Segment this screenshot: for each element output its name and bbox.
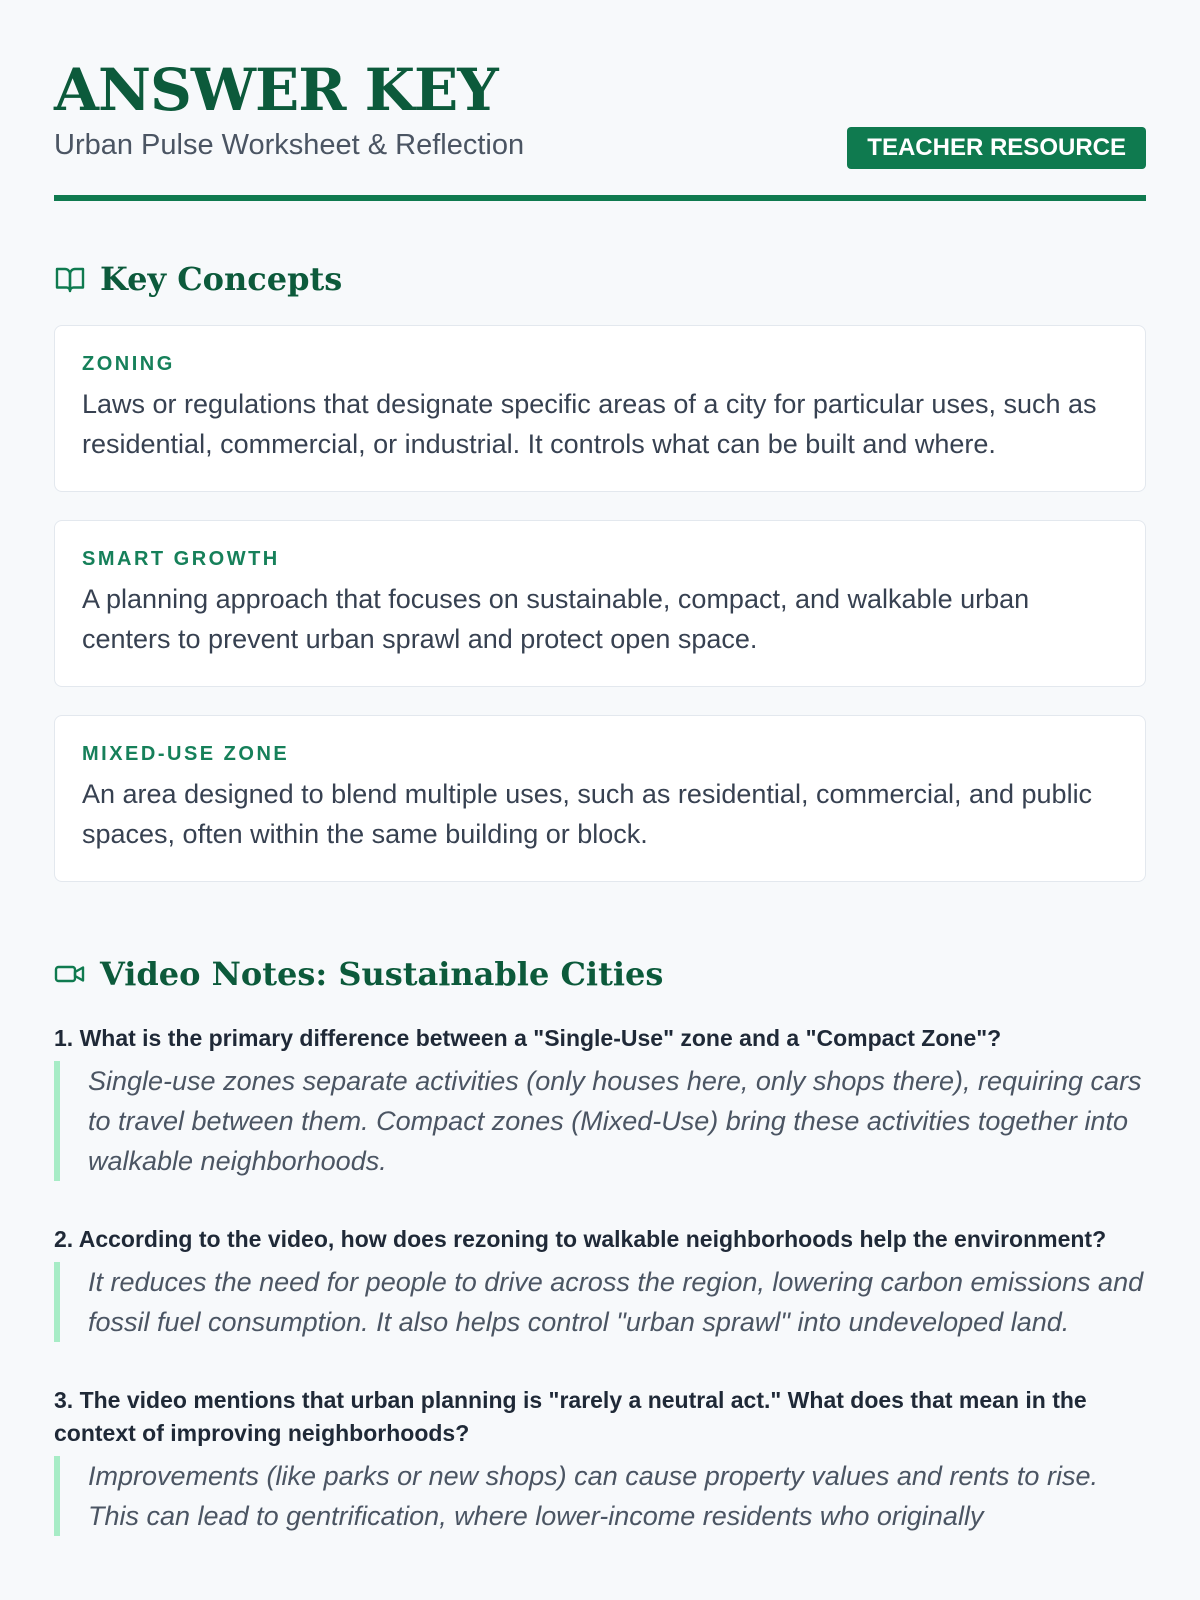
answer-text: Single-use zones separate activities (only houses here, only shops there), requiring cars to travel between them. Compact zones (Mixed-Use) bring these activities together into walkable neighborhoods. <box>54 1061 1146 1181</box>
question-text: 3. The video mentions that urban planning is "rarely a neutral act." What does that mean in the context of improving neighborhoods? <box>54 1387 1087 1446</box>
concept-definition: An area designed to blend multiple uses, such as residential, commercial, and public spaces, often within the same building or block. <box>82 779 1093 849</box>
concept-definition: Laws or regulations that designate specific areas of a city for particular uses, such as residential, commercial, or industrial. It controls what can be built and where. <box>82 389 1097 459</box>
concept-definition: A planning approach that focuses on sustainable, compact, and walkable urban centers to prevent urban sprawl and protect open space. <box>82 584 1030 654</box>
concept-term: MIXED-USE ZONE <box>82 743 290 765</box>
video-notes-title: Video Notes: Sustainable Cities <box>100 955 664 993</box>
concept-card-smart-growth <box>54 520 1146 687</box>
concept-card-mixed-use-zone <box>54 715 1146 882</box>
page-title: ANSWER KEY <box>54 56 498 124</box>
video-notes-heading <box>54 954 1146 994</box>
concept-term: ZONING <box>82 353 175 375</box>
concept-list <box>54 325 1146 882</box>
book-open-icon <box>54 263 86 295</box>
video-camera-icon <box>54 958 86 990</box>
teacher-resource-badge: TEACHER RESOURCE <box>847 127 1146 169</box>
question-text: 2. According to the video, how does rezoning to walkable neighborhoods help the environment? <box>54 1226 1107 1252</box>
question-text: 1. What is the primary difference between a "Single-Use" zone and a "Compact Zone"? <box>54 1025 1002 1051</box>
answer-text: Improvements (like parks or new shops) can cause property values and rents to rise. This can lead to gentrification, where lower-income residents who originally <box>54 1456 1146 1536</box>
concept-term: SMART GROWTH <box>82 548 280 570</box>
video-notes-section <box>54 954 1146 1536</box>
page-header <box>54 0 1146 201</box>
key-concepts-heading <box>54 259 1146 299</box>
concept-card-zoning <box>54 325 1146 492</box>
question-item-2 <box>54 1223 1146 1342</box>
question-list <box>54 1022 1146 1536</box>
answer-text: It reduces the need for people to drive across the region, lowering carbon emissions and fossil fuel consumption. It also helps control "urban sprawl" into undeveloped land. <box>54 1262 1146 1342</box>
key-concepts-section <box>54 259 1146 882</box>
question-item-3 <box>54 1384 1146 1536</box>
question-item-1 <box>54 1022 1146 1181</box>
key-concepts-title: Key Concepts <box>100 260 343 298</box>
page-subtitle: Urban Pulse Worksheet & Reflection <box>54 129 525 161</box>
